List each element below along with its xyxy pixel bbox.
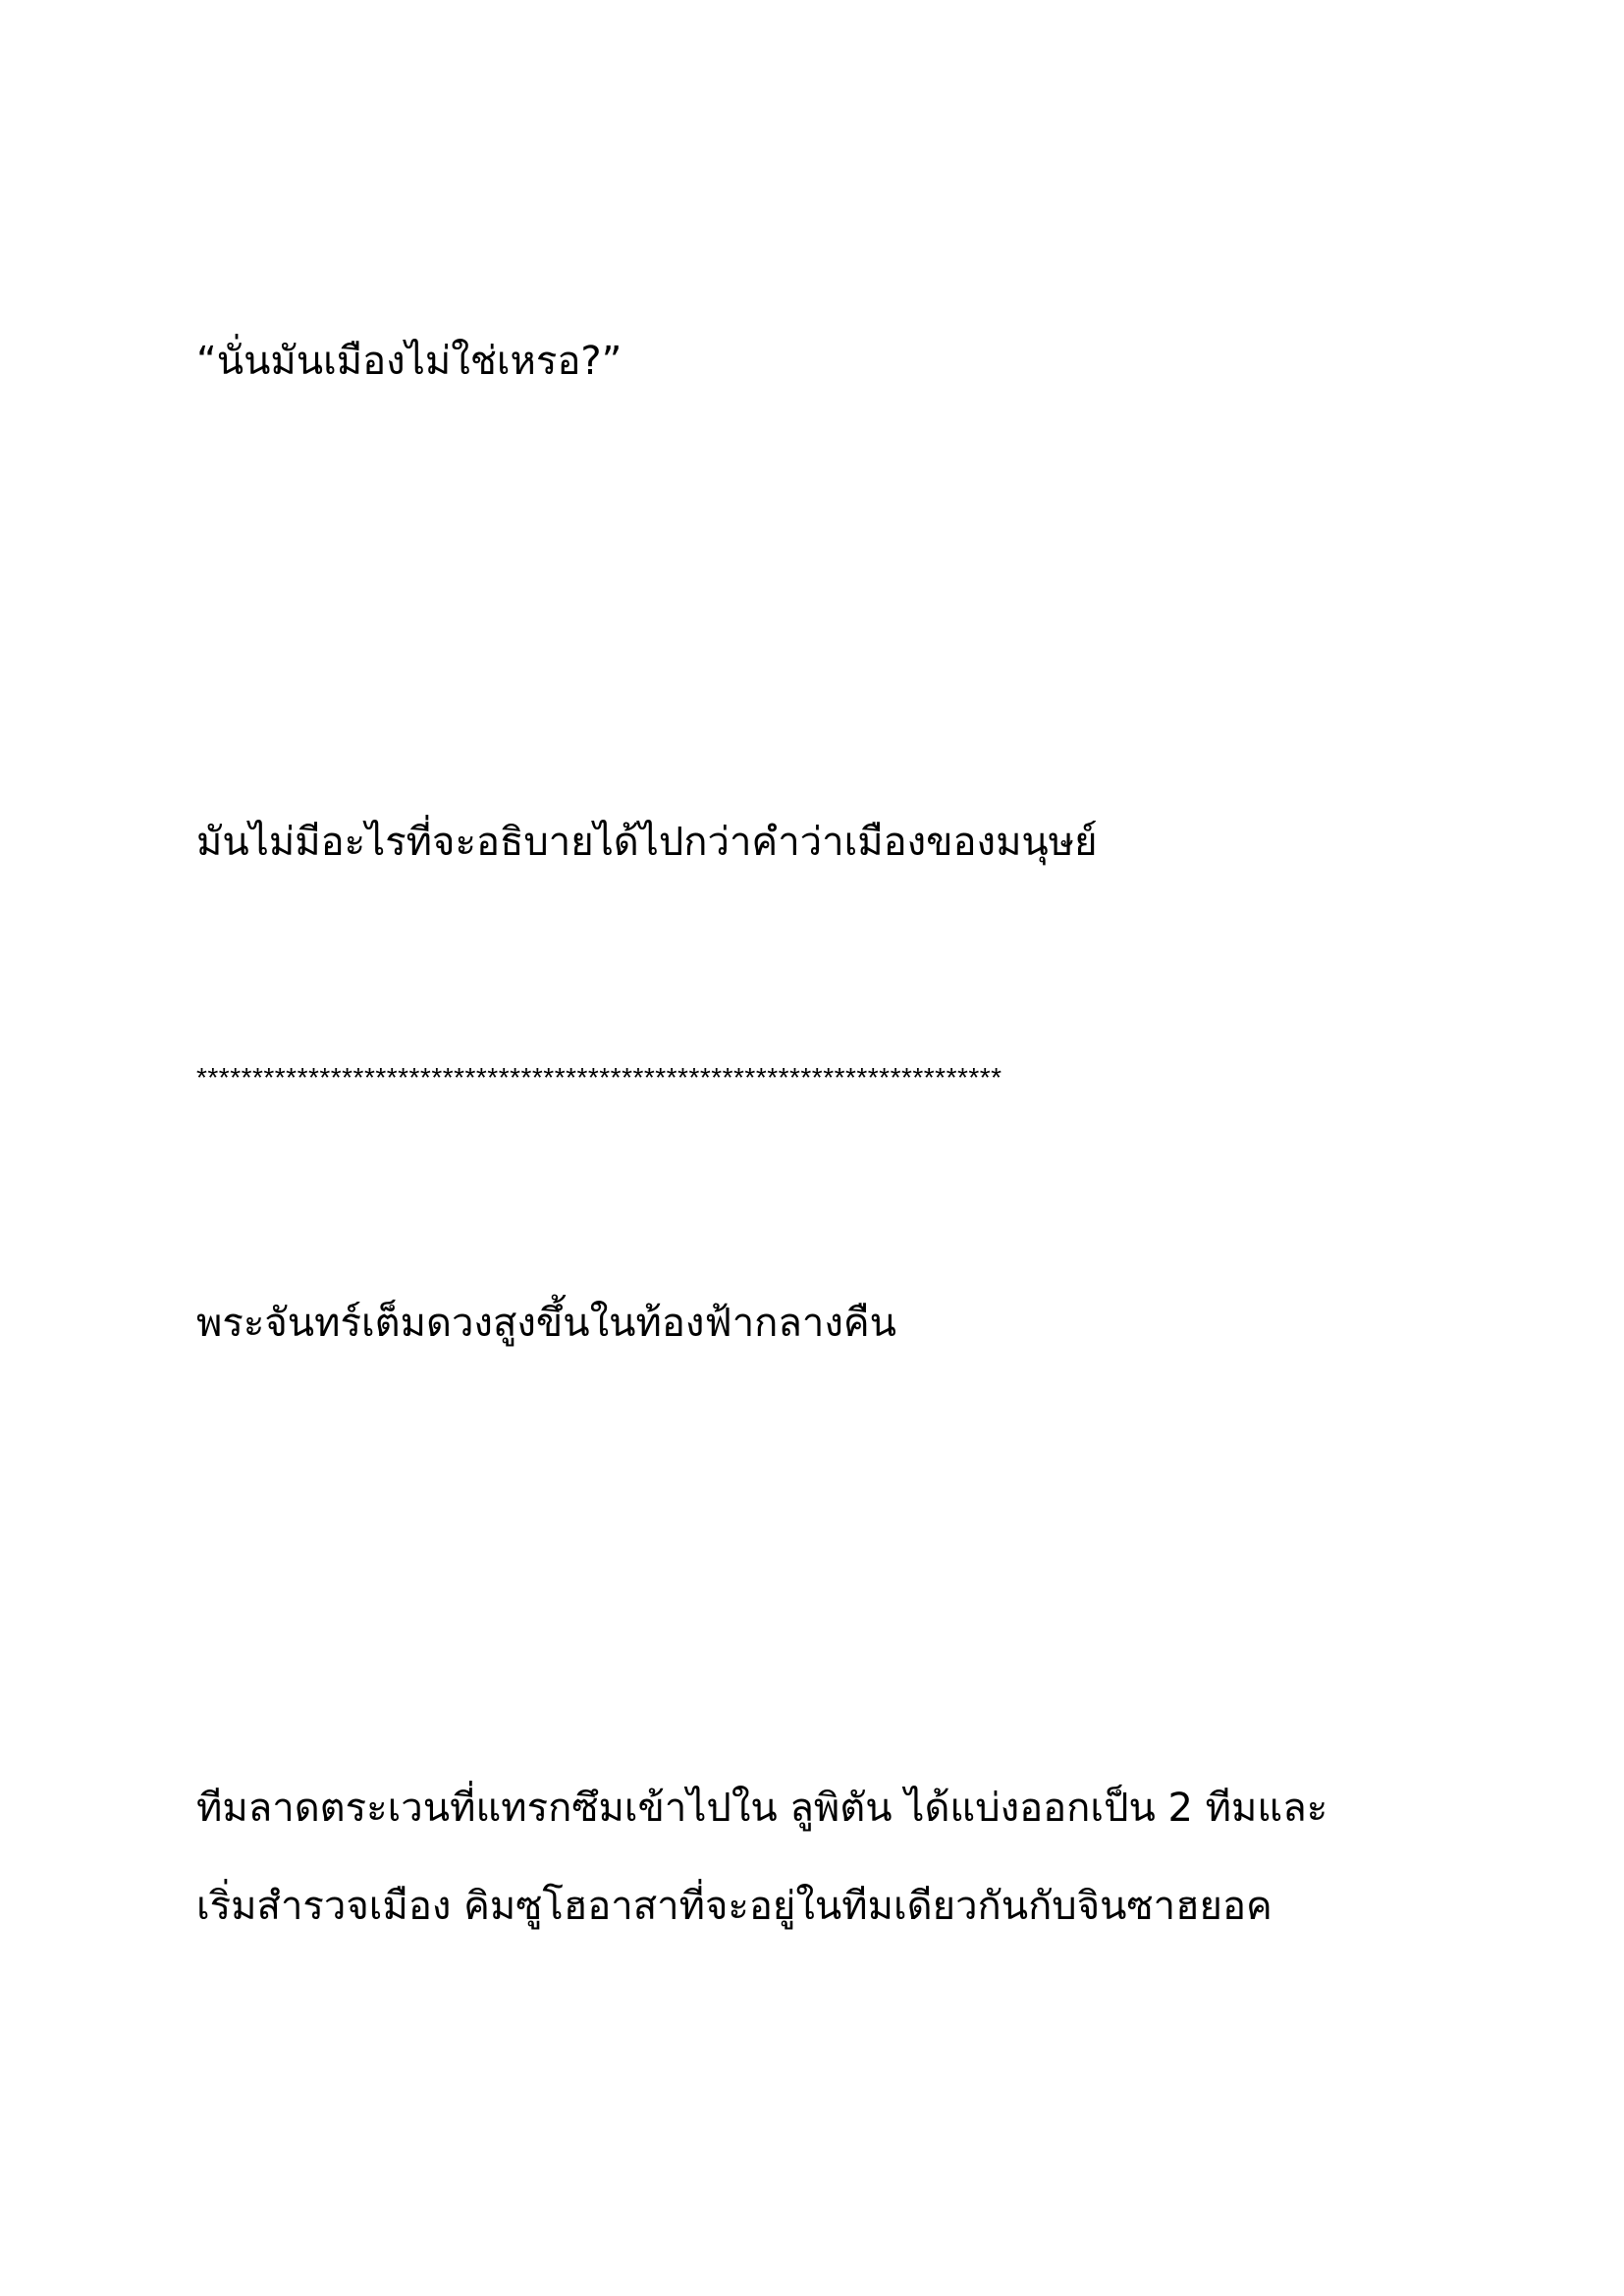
narration-line: ทีมลาดตระเวนที่แทรกซึมเข้าไปใน ลูพิตัน ได้แบ่งออกเป็น 2 ทีมและ	[196, 1786, 1328, 1831]
narration-line: พระจันทร์เต็มดวงสูงขึ้นในท้องฟ้ากลางคืน	[196, 1301, 896, 1346]
dialogue-line: “นั่นมันเมืองไม่ใช่เหรอ?”	[196, 339, 623, 384]
narration-line: มันไม่มีอะไรที่จะอธิบายได้ไปกว่าคำว่าเมืองของมนุษย์	[196, 820, 1098, 865]
narration-line: เริ่มสำรวจเมือง คิมซูโฮอาสาที่จะอยู่ในทีมเดียวกันกับจินซาฮยอค	[196, 1884, 1272, 1929]
scene-break-divider: ************************************************************************	[196, 1062, 1002, 1093]
